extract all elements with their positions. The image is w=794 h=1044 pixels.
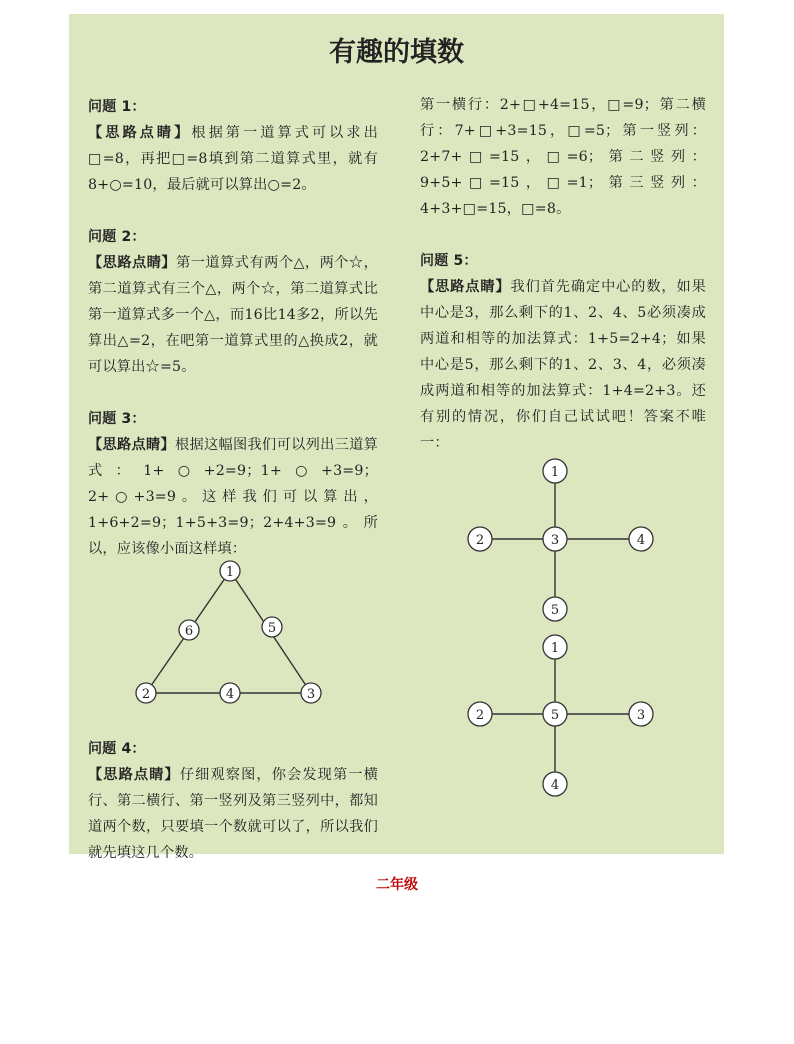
cross-1-node-right [629, 527, 653, 551]
question-2-heading: 问题 2： [88, 229, 146, 245]
svg-text:1: 1 [225, 565, 235, 580]
question-3-heading: 问题 3： [88, 411, 146, 427]
svg-text:4: 4 [225, 687, 235, 702]
svg-text:5: 5 [550, 603, 560, 618]
svg-text:3: 3 [636, 708, 646, 723]
cross-1 [468, 459, 653, 621]
question-1-text: 【思路点睛】根据第一道算式可以求出□=8，再把□=8填到第二道算式里，就有8+○=10，最后就可以算出○=2。 [88, 125, 379, 193]
cross-1-node-bottom [543, 597, 567, 621]
svg-text:5: 5 [267, 621, 277, 636]
cross-diagrams [69, 14, 724, 854]
svg-text:2: 2 [141, 687, 151, 702]
question-3-text: 【思路点睛】根据这幅图我们可以列出三道算式：1+○+2=9；1+○+3=9；2+○+3=9。这样我们可以算出，1+6+2=9；1+5+3=9；2+4+3=9。所以，应该像小面这样填： [88, 437, 378, 557]
svg-text:5: 5 [550, 708, 560, 723]
svg-text:4: 4 [636, 533, 646, 548]
svg-text:3: 3 [306, 687, 316, 702]
question-4-text: 【思路点睛】仔细观察图，你会发现第一横行、第二横行、第一竖列及第三竖列中，都知道两个数，只要填一个数就可以了，所以我们就先填这几个数。 [88, 767, 378, 861]
cross-2-node-center [543, 702, 567, 726]
svg-text:3: 3 [550, 533, 560, 548]
content-panel [69, 14, 724, 861]
svg-text:4: 4 [550, 778, 560, 793]
question-5-heading: 问题 5： [420, 253, 478, 269]
question-4-heading: 问题 4： [88, 741, 146, 757]
cross-2-node-left [468, 702, 492, 726]
svg-text:6: 6 [184, 624, 194, 639]
cross-2 [468, 635, 653, 796]
cross-2-node-right [629, 702, 653, 726]
cross-1-node-left [468, 527, 492, 551]
question-1-heading: 问题 1： [88, 99, 146, 115]
svg-text:1: 1 [550, 641, 560, 656]
cross-1-node-top [543, 459, 567, 483]
cross-2-node-bottom [543, 772, 567, 796]
svg-text:2: 2 [475, 708, 485, 723]
cross-2-node-top [543, 635, 567, 659]
question-5-text: 【思路点睛】我们首先确定中心的数，如果中心是3，那么剩下的1、2、4、5必须凑成两道和相等的加法算式：1+5=2+4；如果中心是5，那么剩下的1、2、3、4，必须凑成两道和相等的加法算式：1+4=2+3。还有别的情况，你们自己试试吧！答案不唯一： [420, 279, 707, 451]
question-4-solution: 第一横行：2+□+4=15，□=9；第二横行：7+□+3=15，□=5；第一竖列：2+7+□=15，□=6；第二竖列：9+5+□=15，□=1；第三竖列：4+3+□=15，□=8。 [420, 97, 706, 217]
svg-text:1: 1 [550, 465, 560, 480]
grade-footer: 二年级 [376, 877, 418, 893]
question-2-text: 【思路点睛】第一道算式有两个△，两个☆，第二道算式有三个△，两个☆，第二道算式比第一道算式多一个△，而16比14多2，所以先算出△=2，在吧第一道算式里的△换成2，就可以算出☆=5。 [88, 255, 379, 375]
page-title: 有趣的填数 [329, 37, 464, 68]
cross-1-node-center [543, 527, 567, 551]
svg-text:2: 2 [475, 533, 485, 548]
